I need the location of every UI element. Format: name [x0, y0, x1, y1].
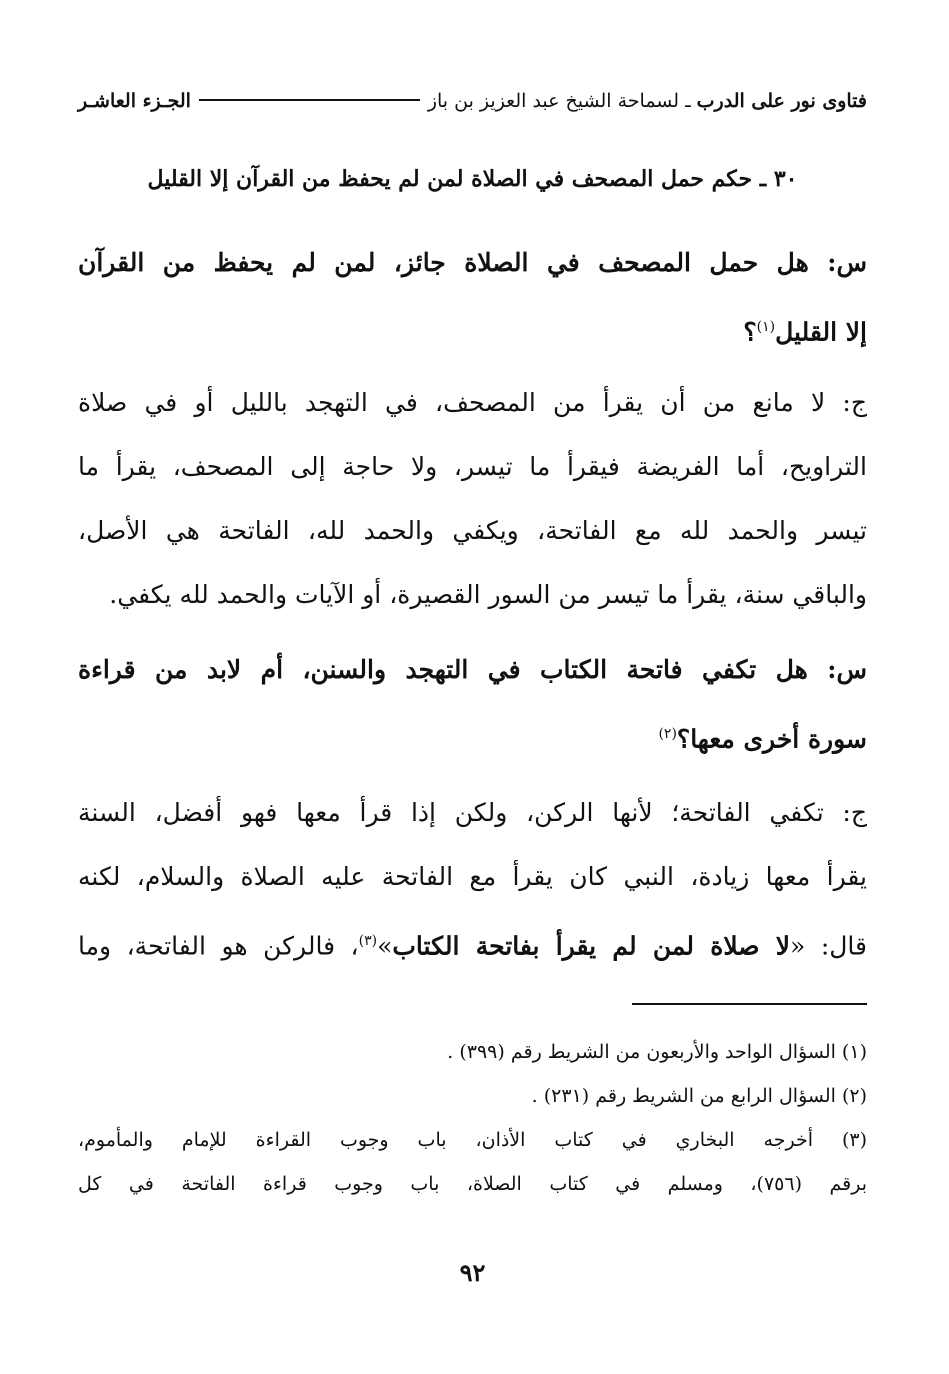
header-author: ـ لسماحة الشيخ عبد العزيز بن باز: [427, 90, 691, 112]
footnote-ref-2: (٢): [658, 726, 677, 742]
header-rule: [199, 99, 420, 101]
question-2-text-end: سورة أخرى معها؟: [676, 724, 867, 754]
question-1: [78, 236, 867, 364]
question-1-line-2: [78, 300, 867, 364]
question-1-mark: ؟: [743, 317, 757, 347]
book-page: [78, 0, 867, 1374]
answer-1-line-4: والباقي سنة، يقرأ ما تيسر من السور القصيرة، أو الآيات والحمد لله يكفي.: [109, 580, 867, 609]
footnote-3-line-1: (٣) أخرجه البخاري في كتاب الأذان، باب وجوب القراءة للإمام والمأموم،: [78, 1129, 867, 1151]
header-volume: الجـزء العاشـر: [78, 90, 191, 112]
quote-open: قال: «: [790, 931, 867, 961]
answer-1: [78, 376, 867, 632]
quote-close: »: [377, 931, 393, 961]
footnote-3-line-2: برقم (٧٥٦)، ومسلم في كتاب الصلاة، باب وجوب قراءة الفاتحة في كل: [78, 1173, 868, 1195]
footnote-ref-1: (١): [756, 319, 776, 335]
header-book-title: فتاوى نور على الدرب: [696, 90, 867, 112]
answer-2-line-3: [78, 914, 867, 978]
section-title: ٣٠ ـ حكم حمل المصحف في الصلاة لمن لم يحفظ من القرآن إلا القليل: [147, 166, 798, 192]
answer-2: [78, 786, 867, 978]
footnotes: [78, 1034, 867, 1210]
answer-1-line-1: ج: لا مانع من أن يقرأ من المصحف، في التهجد بالليل أو في صلاة: [78, 388, 867, 417]
question-2: [78, 643, 867, 771]
footnote-separator: [632, 1003, 867, 1005]
page-number: ٩٢: [459, 1258, 486, 1287]
question-1-text-end: إلا القليل: [775, 317, 867, 347]
question-2-line-2: [78, 707, 867, 771]
answer-2-line-1: ج: تكفي الفاتحة؛ لأنها الركن، ولكن إذا قرأ معها فهو أفضل، السنة: [78, 798, 867, 827]
question-1-line-1: س: هل حمل المصحف في الصلاة جائز، لمن لم يحفظ من القرآن: [78, 248, 867, 277]
answer-1-line-2: التراويح، أما الفريضة فيقرأ ما تيسر، ولا حاجة إلى المصحف، يقرأ ما: [78, 452, 867, 481]
footnote-1: (١) السؤال الواحد والأربعون من الشريط رقم (٣٩٩) .: [447, 1041, 867, 1063]
answer-1-line-3: تيسر والحمد لله مع الفاتحة، ويكفي والحمد لله، الفاتحة هي الأصل،: [78, 516, 867, 545]
question-2-line-1: س: هل تكفي فاتحة الكتاب في التهجد والسنن، أم لابد من قراءة: [78, 655, 867, 684]
footnote-ref-3: (٣): [358, 933, 378, 949]
footnote-2: (٢) السؤال الرابع من الشريط رقم (٢٣١) .: [531, 1085, 867, 1107]
hadith-quote: لا صلاة لمن لم يقرأ بفاتحة الكتاب: [392, 931, 791, 961]
answer-2-line-3-end: ، فالركن هو الفاتحة، وما: [78, 931, 359, 961]
running-header: [78, 90, 867, 112]
answer-2-line-2: يقرأ معها زيادة، النبي كان يقرأ مع الفاتحة عليه الصلاة والسلام، لكنه: [78, 862, 867, 891]
